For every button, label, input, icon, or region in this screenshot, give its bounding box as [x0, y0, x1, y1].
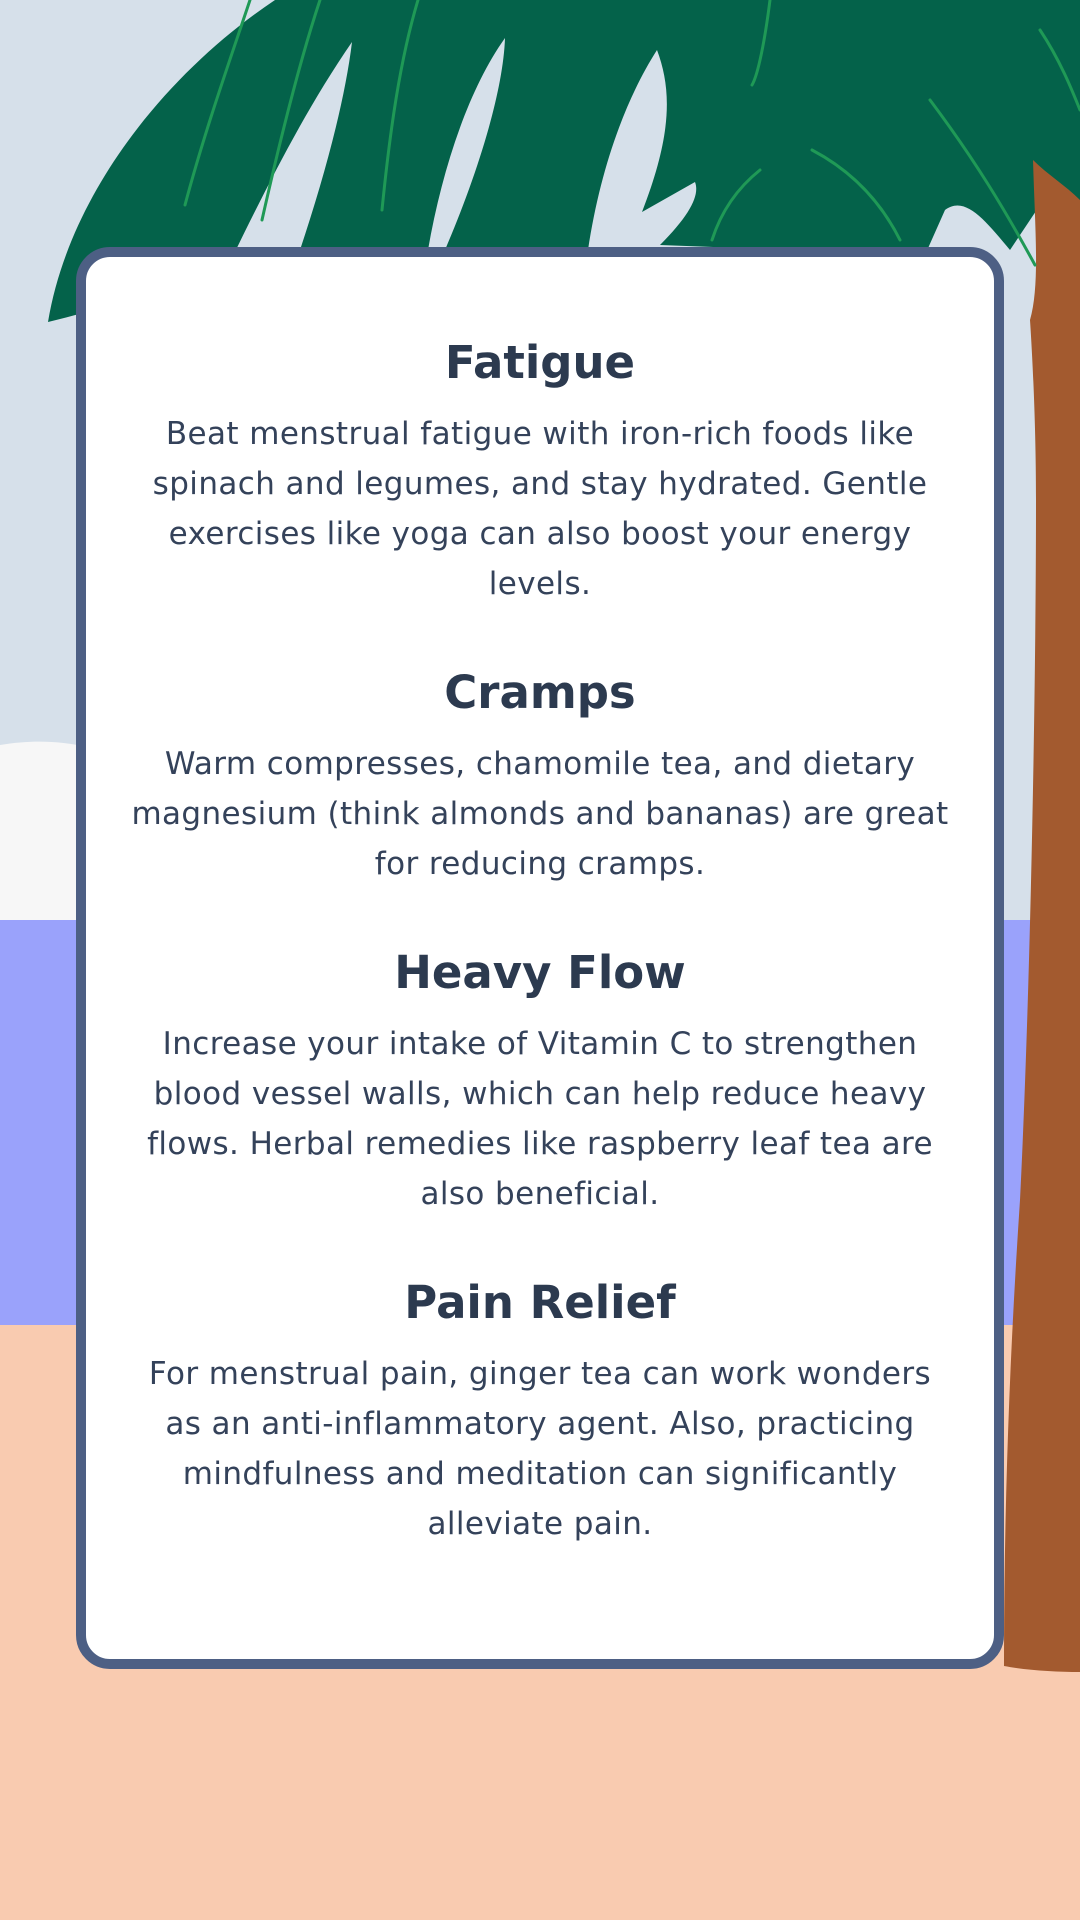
section-title-cramps: Cramps: [444, 666, 636, 719]
section-body-pain-relief: For menstrual pain, ginger tea can work wonders as an anti-inflammatory agent. Also, practicing mindfulness and meditation can significantly alleviate pain.: [148, 1356, 932, 1542]
section-fatigue: [126, 335, 954, 609]
section-body-cramps: Warm compresses, chamomile tea, and dietary magnesium (think almonds and bananas) are great for reducing cramps.: [131, 746, 949, 882]
section-title-fatigue: Fatigue: [444, 336, 636, 389]
section-cramps: [126, 665, 954, 889]
section-pain-relief: [126, 1275, 954, 1549]
section-body-heavy-flow: Increase your intake of Vitamin C to strengthen blood vessel walls, which can help reduce heavy flows. Herbal remedies like raspberry leaf tea are also beneficial.: [147, 1026, 933, 1212]
section-heavy-flow: [126, 945, 954, 1219]
section-title-pain-relief: Pain Relief: [404, 1276, 676, 1329]
section-body-fatigue: Beat menstrual fatigue with iron-rich foods like spinach and legumes, and stay hydrated. Gentle exercises like yoga can also boost your energy levels.: [152, 416, 928, 602]
section-title-heavy-flow: Heavy Flow: [394, 946, 686, 999]
tips-card: [76, 247, 1004, 1669]
